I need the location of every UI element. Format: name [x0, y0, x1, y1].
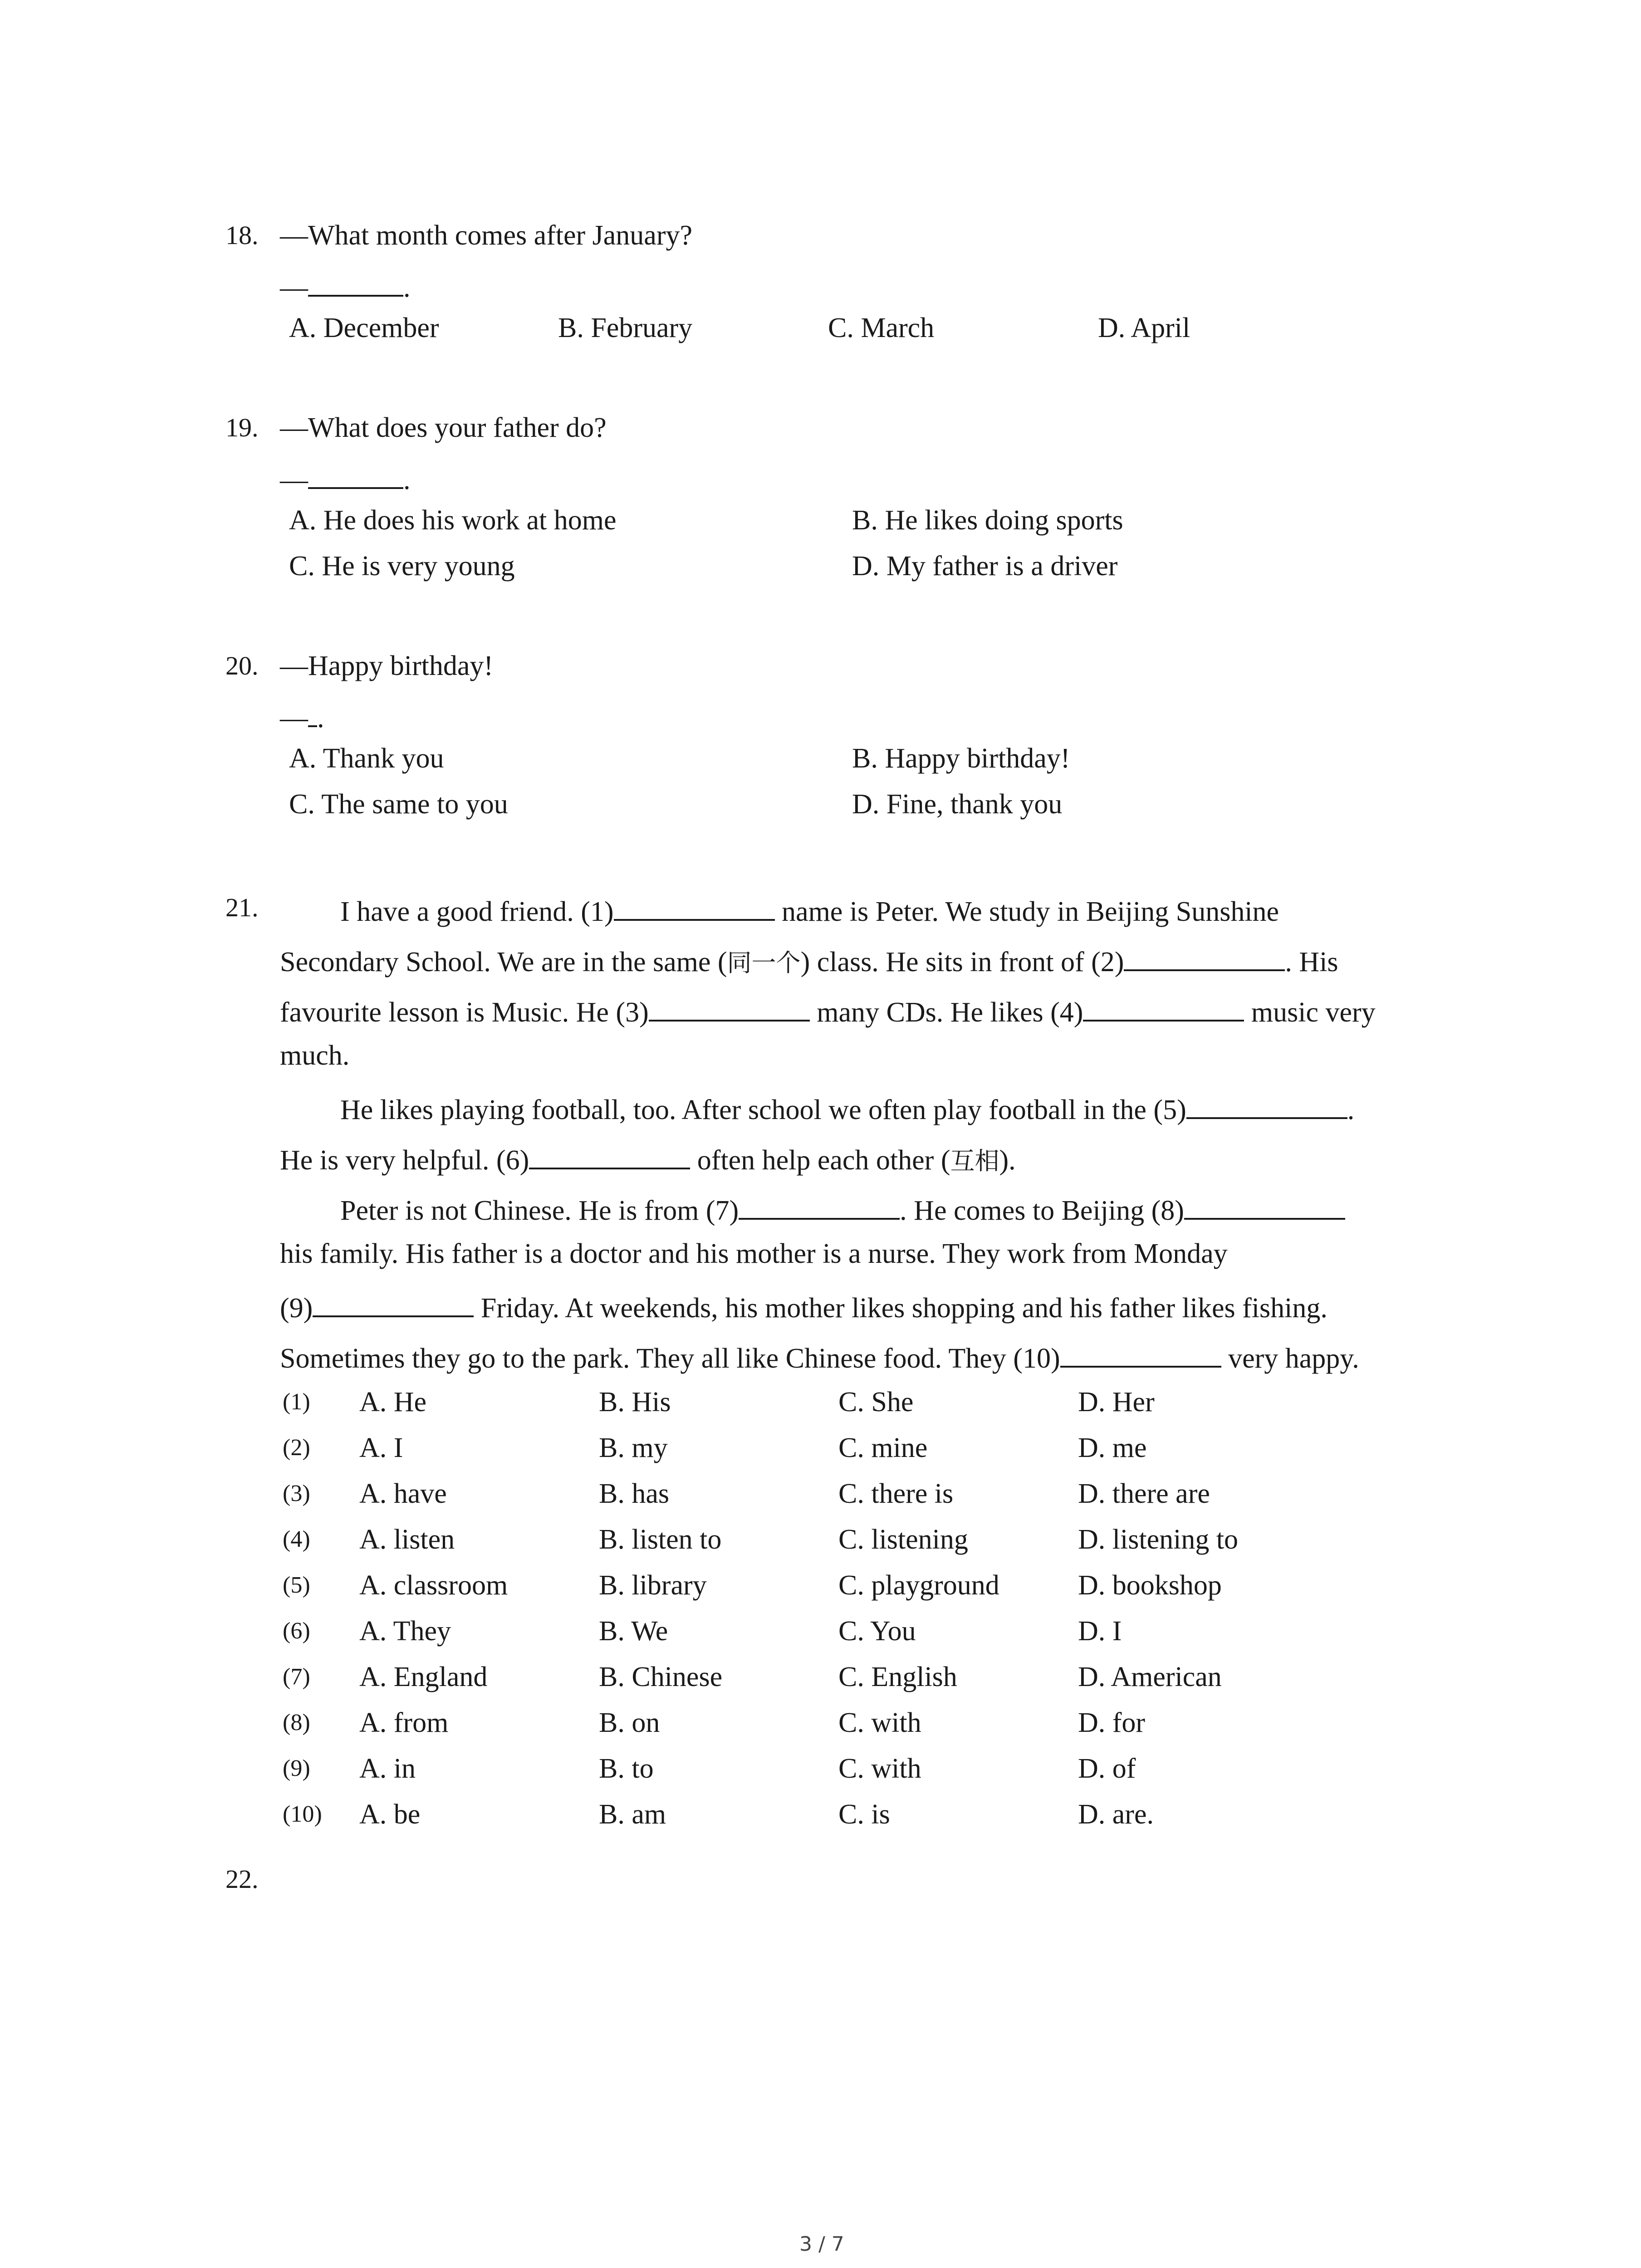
- choice-option-a[interactable]: A. from: [359, 1707, 449, 1738]
- choice-number: (3): [283, 1481, 310, 1506]
- option-a[interactable]: A. Thank you: [289, 743, 444, 774]
- cloze-blank-8: [1184, 1193, 1345, 1220]
- passage-line: He likes playing football, too. After school we often play football in the (5) .: [340, 1092, 1354, 1124]
- passage-line: Peter is not Chinese. He is from (7) . He comes to Beijing (8): [340, 1193, 1345, 1225]
- question-text: —Happy birthday!: [280, 650, 494, 681]
- choice-option-a[interactable]: A. They: [359, 1616, 451, 1647]
- answer-blank: [308, 269, 403, 297]
- choice-option-a[interactable]: A. He: [359, 1387, 427, 1418]
- choice-option-a[interactable]: A. I: [359, 1432, 403, 1463]
- choice-option-d[interactable]: D. bookshop: [1078, 1570, 1222, 1601]
- page-number: 3 / 7: [799, 2233, 844, 2256]
- cloze-blank-7: [739, 1193, 900, 1220]
- choice-option-a[interactable]: A. have: [359, 1478, 447, 1509]
- choice-option-d[interactable]: D. are.: [1078, 1799, 1154, 1830]
- passage-line: his family. His father is a doctor and his mother is a nurse. They work from Monday: [280, 1238, 1228, 1269]
- choice-option-b[interactable]: B. His: [599, 1387, 671, 1418]
- answer-line: — .: [280, 462, 411, 494]
- choice-option-b[interactable]: B. library: [599, 1570, 707, 1601]
- option-d[interactable]: D. My father is a driver: [852, 551, 1118, 582]
- choice-number: (4): [283, 1526, 310, 1552]
- choice-number: (5): [283, 1572, 310, 1598]
- cloze-blank-5: [1186, 1092, 1347, 1119]
- choice-option-c[interactable]: C. English: [838, 1662, 957, 1692]
- answer-line: — .: [280, 700, 324, 732]
- choice-option-d[interactable]: D. there are: [1078, 1478, 1210, 1509]
- question-number: 18.: [225, 220, 259, 250]
- choice-option-c[interactable]: C. with: [838, 1753, 921, 1784]
- choice-option-a[interactable]: A. be: [359, 1799, 421, 1830]
- cloze-blank-9: [313, 1290, 474, 1317]
- cloze-blank-2: [1124, 944, 1285, 971]
- passage-line: much.: [280, 1040, 350, 1071]
- choice-number: (10): [283, 1801, 322, 1827]
- choice-option-b[interactable]: B. listen to: [599, 1524, 722, 1555]
- question-text: —What month comes after January?: [280, 220, 692, 251]
- choice-option-b[interactable]: B. has: [599, 1478, 669, 1509]
- choice-option-a[interactable]: A. in: [359, 1753, 416, 1784]
- option-c[interactable]: C. The same to you: [289, 789, 508, 820]
- cloze-blank-3: [649, 994, 810, 1022]
- option-a[interactable]: A. He does his work at home: [289, 505, 617, 536]
- choice-option-d[interactable]: D. Her: [1078, 1387, 1155, 1418]
- choice-number: (1): [283, 1389, 310, 1415]
- choice-option-c[interactable]: C. playground: [838, 1570, 999, 1601]
- choice-option-a[interactable]: A. classroom: [359, 1570, 508, 1601]
- option-c[interactable]: C. March: [828, 313, 935, 343]
- answer-blank: [308, 462, 403, 489]
- cloze-blank-6: [529, 1142, 690, 1169]
- option-d[interactable]: D. April: [1098, 313, 1190, 343]
- question-number: 19.: [225, 413, 259, 442]
- choice-option-d[interactable]: D. listening to: [1078, 1524, 1239, 1555]
- passage-line: He is very helpful. (6) often help each other (互相).: [280, 1142, 1016, 1175]
- choice-option-b[interactable]: B. am: [599, 1799, 666, 1830]
- choice-option-b[interactable]: B. my: [599, 1432, 668, 1463]
- passage-line: I have a good friend. (1) name is Peter. We study in Beijing Sunshine: [340, 894, 1279, 926]
- choice-option-d[interactable]: D. me: [1078, 1432, 1147, 1463]
- cloze-blank-10: [1060, 1340, 1221, 1368]
- choice-option-b[interactable]: B. We: [599, 1616, 668, 1647]
- choice-option-c[interactable]: C. listening: [838, 1524, 968, 1555]
- choice-option-a[interactable]: A. listen: [359, 1524, 455, 1555]
- cloze-blank-1: [614, 894, 775, 921]
- choice-option-d[interactable]: D. I: [1078, 1616, 1122, 1647]
- passage-line: (9) Friday. At weekends, his mother likes shopping and his father likes fishing.: [280, 1290, 1327, 1322]
- choice-option-b[interactable]: B. Chinese: [599, 1662, 723, 1692]
- choice-option-c[interactable]: C. You: [838, 1616, 916, 1647]
- choice-option-c[interactable]: C. there is: [838, 1478, 954, 1509]
- choice-option-c[interactable]: C. is: [838, 1799, 890, 1830]
- passage-line: favourite lesson is Music. He (3) many CDs. He likes (4) music very: [280, 994, 1376, 1026]
- question-number: 21.: [225, 893, 259, 922]
- choice-option-c[interactable]: C. She: [838, 1387, 914, 1418]
- choice-option-d[interactable]: D. American: [1078, 1662, 1222, 1692]
- choice-option-a[interactable]: A. England: [359, 1662, 488, 1692]
- choice-option-d[interactable]: D. for: [1078, 1707, 1146, 1738]
- question-number: 22.: [225, 1864, 259, 1894]
- choice-number: (6): [283, 1618, 310, 1644]
- option-b[interactable]: B. He likes doing sports: [852, 505, 1123, 536]
- choice-option-b[interactable]: B. to: [599, 1753, 654, 1784]
- choice-option-c[interactable]: C. mine: [838, 1432, 928, 1463]
- option-c[interactable]: C. He is very young: [289, 551, 515, 582]
- choice-option-d[interactable]: D. of: [1078, 1753, 1136, 1784]
- choice-option-b[interactable]: B. on: [599, 1707, 660, 1738]
- option-b[interactable]: B. February: [558, 313, 693, 343]
- question-number: 20.: [225, 651, 259, 680]
- choice-number: (2): [283, 1435, 310, 1461]
- option-b[interactable]: B. Happy birthday!: [852, 743, 1070, 774]
- option-d[interactable]: D. Fine, thank you: [852, 789, 1063, 820]
- choice-number: (8): [283, 1710, 310, 1735]
- choice-number: (9): [283, 1755, 310, 1781]
- passage-line: Sometimes they go to the park. They all like Chinese food. They (10) very happy.: [280, 1340, 1359, 1373]
- answer-blank: [308, 700, 317, 727]
- choice-option-c[interactable]: C. with: [838, 1707, 921, 1738]
- question-text: —What does your father do?: [280, 412, 607, 443]
- cloze-blank-4: [1083, 994, 1244, 1022]
- answer-line: — .: [280, 269, 411, 302]
- passage-line: Secondary School. We are in the same (同一个) class. He sits in front of (2) . His: [280, 944, 1338, 977]
- option-a[interactable]: A. December: [289, 313, 439, 343]
- choice-number: (7): [283, 1664, 310, 1690]
